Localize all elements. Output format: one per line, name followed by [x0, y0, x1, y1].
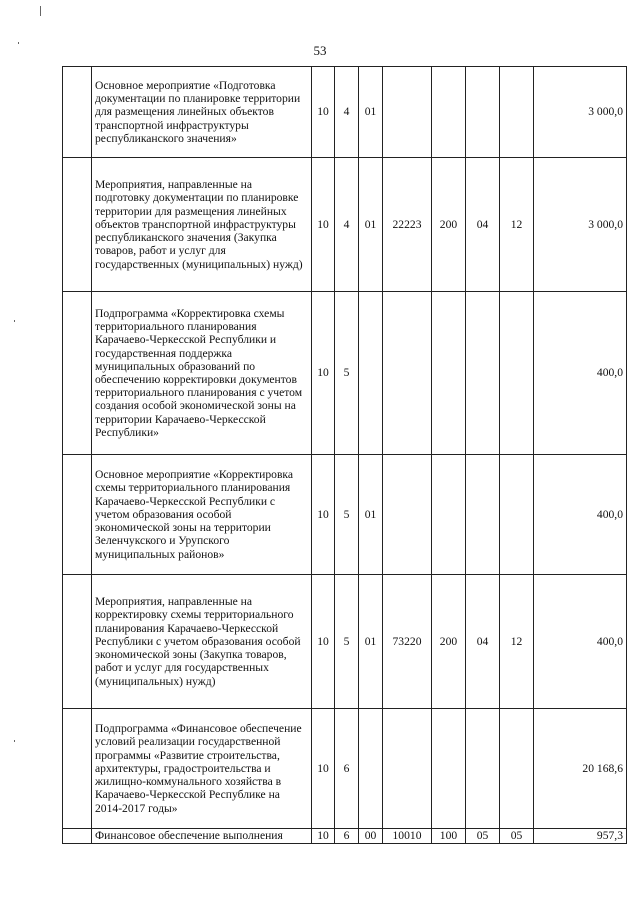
activity-code-cell — [359, 709, 383, 829]
subsection-code-cell — [500, 455, 534, 575]
subprogram-code-cell: 4 — [335, 67, 359, 158]
item-name-cell: Подпрограмма «Корректировка схемы территориального планирования Карачаево-Черкесской Республики и государственная поддержка муниципальных образований по обеспечению корректировки документов территориального планирования с учетом создания особой экономической зоны на территории Карачаево-Черкесской Республики» — [92, 292, 312, 455]
activity-code-cell: 00 — [359, 829, 383, 844]
subsection-code-cell: 12 — [500, 158, 534, 292]
scan-mark — [14, 320, 15, 322]
section-code-cell: 05 — [466, 829, 500, 844]
program-code-cell: 10 — [312, 292, 335, 455]
activity-code-cell — [359, 292, 383, 455]
direction-code-cell: 22223 — [383, 158, 432, 292]
expense-type-cell — [432, 67, 466, 158]
subprogram-code-cell: 5 — [335, 575, 359, 709]
row-number-cell — [63, 709, 92, 829]
item-name-cell: Мероприятия, направленные на корректировку схемы территориального планирования Карачаево-Черкесской Республики с учетом образования особой экономической зоны (Закупка товаров, работ и услуг для государственных (муниципальных) нужд) — [92, 575, 312, 709]
amount-cell: 3 000,0 — [534, 67, 627, 158]
activity-code-cell: 01 — [359, 575, 383, 709]
table-row — [63, 455, 627, 575]
subsection-code-cell — [500, 67, 534, 158]
table-row — [63, 709, 627, 829]
section-code-cell — [466, 709, 500, 829]
item-name-cell: Финансовое обеспечение выполнения — [92, 829, 312, 844]
program-code-cell: 10 — [312, 829, 335, 844]
table-row — [63, 67, 627, 158]
expense-type-cell — [432, 709, 466, 829]
row-number-cell — [63, 455, 92, 575]
direction-code-cell — [383, 455, 432, 575]
subprogram-code-cell: 5 — [335, 455, 359, 575]
expense-type-cell: 200 — [432, 158, 466, 292]
program-code-cell: 10 — [312, 709, 335, 829]
amount-cell: 3 000,0 — [534, 158, 627, 292]
direction-code-cell — [383, 709, 432, 829]
table-row — [63, 575, 627, 709]
direction-code-cell — [383, 67, 432, 158]
subsection-code-cell — [500, 292, 534, 455]
scan-mark — [18, 42, 19, 44]
amount-cell: 400,0 — [534, 575, 627, 709]
section-code-cell — [466, 67, 500, 158]
program-code-cell: 10 — [312, 575, 335, 709]
row-number-cell — [63, 292, 92, 455]
subsection-code-cell: 05 — [500, 829, 534, 844]
budget-table — [62, 66, 627, 844]
subprogram-code-cell: 4 — [335, 158, 359, 292]
table-row — [63, 158, 627, 292]
amount-cell: 20 168,6 — [534, 709, 627, 829]
expense-type-cell — [432, 455, 466, 575]
amount-cell: 400,0 — [534, 455, 627, 575]
page-number: 53 — [313, 43, 327, 58]
program-code-cell: 10 — [312, 455, 335, 575]
scan-mark — [14, 740, 15, 742]
activity-code-cell: 01 — [359, 455, 383, 575]
item-name-cell: Основное мероприятие «Корректировка схемы территориального планирования Карачаево-Черкесской Республики с учетом образования особой экономической зоны на территории Зеленчукского и Урупского муниципальных районов» — [92, 455, 312, 575]
direction-code-cell: 10010 — [383, 829, 432, 844]
subsection-code-cell — [500, 709, 534, 829]
section-code-cell: 04 — [466, 158, 500, 292]
program-code-cell: 10 — [312, 158, 335, 292]
row-number-cell — [63, 67, 92, 158]
section-code-cell — [466, 292, 500, 455]
row-number-cell — [63, 829, 92, 844]
activity-code-cell: 01 — [359, 158, 383, 292]
expense-type-cell: 200 — [432, 575, 466, 709]
amount-cell: 400,0 — [534, 292, 627, 455]
program-code-cell: 10 — [312, 67, 335, 158]
item-name-cell: Подпрограмма «Финансовое обеспечение условий реализации государственной программы «Развитие строительства, архитектуры, градостроительства и жилищно-коммунального хозяйства в Карачаево-Черкесской Республике на 2014-2017 годы» — [92, 709, 312, 829]
expense-type-cell — [432, 292, 466, 455]
amount-cell: 957,3 — [534, 829, 627, 844]
expense-type-cell: 100 — [432, 829, 466, 844]
direction-code-cell — [383, 292, 432, 455]
table-row — [63, 829, 627, 844]
table-row — [63, 292, 627, 455]
subprogram-code-cell: 5 — [335, 292, 359, 455]
direction-code-cell: 73220 — [383, 575, 432, 709]
subsection-code-cell: 12 — [500, 575, 534, 709]
subprogram-code-cell: 6 — [335, 829, 359, 844]
activity-code-cell: 01 — [359, 67, 383, 158]
row-number-cell — [63, 575, 92, 709]
item-name-cell: Мероприятия, направленные на подготовку документации по планировке территории для размещения линейных объектов транспортной инфраструктуры республиканского значения (Закупка товаров, работ и услуг для государственных (муниципальных) нужд) — [92, 158, 312, 292]
subprogram-code-cell: 6 — [335, 709, 359, 829]
item-name-cell: Основное мероприятие «Подготовка документации по планировке территории для размещения линейных объектов транспортной инфраструктуры республиканского значения» — [92, 67, 312, 158]
section-code-cell — [466, 455, 500, 575]
row-number-cell — [63, 158, 92, 292]
section-code-cell: 04 — [466, 575, 500, 709]
scan-mark — [40, 6, 41, 16]
